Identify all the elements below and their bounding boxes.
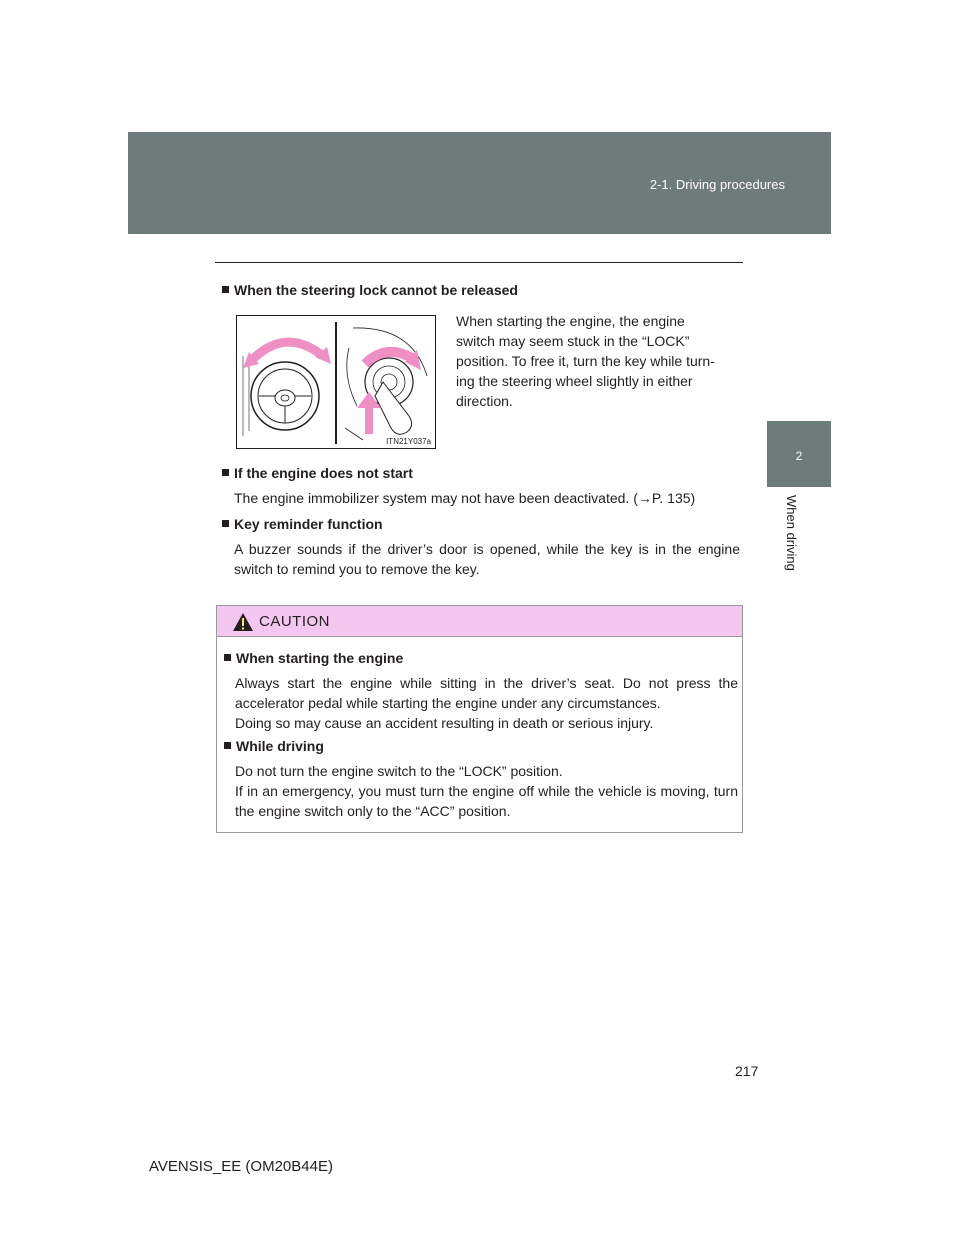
caution-header <box>217 606 742 637</box>
chapter-number: 2 <box>795 449 803 463</box>
bullet-square-icon <box>222 469 229 476</box>
figure-code: ITN21Y037a <box>386 437 431 446</box>
caution-item-text: If in an emergency, you must turn the engine off while the vehicle is moving, turn the engine switch only to the “ACC” position. <box>235 783 738 819</box>
page-number: 217 <box>735 1063 759 1079</box>
bullet-square-icon <box>222 520 229 527</box>
caution-title: CAUTION <box>259 613 330 630</box>
steering-lock-heading-text: When the steering lock cannot be released <box>234 282 518 298</box>
steering-wheel-and-key-icon <box>237 316 435 448</box>
engine-not-start-heading-text: If the engine does not start <box>234 465 413 481</box>
bullet-square-icon <box>224 742 231 749</box>
caution-item-heading <box>224 737 324 755</box>
header-band <box>128 132 831 234</box>
steering-lock-illustration <box>236 315 436 449</box>
caution-item-heading-text: When starting the engine <box>236 650 404 666</box>
steering-lock-text <box>456 311 741 411</box>
bullet-square-icon <box>222 286 229 293</box>
bullet-square-icon <box>224 654 231 661</box>
caution-item-text: Doing so may cause an accident resulting in death or serious injury. <box>235 715 654 731</box>
caution-box <box>216 605 743 833</box>
steering-lock-text-line: ing the steering wheel slightly in either <box>456 373 693 389</box>
chapter-label-text: When driving <box>784 495 799 571</box>
key-reminder-text: A buzzer sounds if the driver’s door is opened, while the key is in the engine switch to remind you to remove the key. <box>234 541 740 577</box>
steering-lock-text-line: switch may seem stuck in the “LOCK” <box>456 333 690 349</box>
key-reminder-heading <box>222 515 383 533</box>
caution-item-text: Always start the engine while sitting in the driver’s seat. Do not press the accelerator pedal while starting the engine under any circumstances. <box>235 675 738 711</box>
steering-lock-text-line: direction. <box>456 393 513 409</box>
caution-item-heading-text: While driving <box>236 738 324 754</box>
section-title: 2-1. Driving procedures <box>649 177 785 192</box>
steering-lock-heading <box>222 281 518 299</box>
caution-item-text: Do not turn the engine switch to the “LOCK” position. <box>235 763 563 779</box>
steering-lock-text-line: position. To free it, turn the key while turn- <box>456 353 715 369</box>
steering-lock-text-line: When starting the engine, the engine <box>456 313 685 329</box>
chapter-label <box>762 490 836 610</box>
caution-item-heading <box>224 649 403 667</box>
chapter-tab <box>767 421 831 487</box>
warning-triangle-icon <box>232 612 254 632</box>
model-code: AVENSIS_EE (OM20B44E) <box>149 1158 333 1175</box>
engine-not-start-heading <box>222 464 413 482</box>
top-rule <box>215 262 743 263</box>
engine-not-start-text: The engine immobilizer system may not have been deactivated. (→P. 135) <box>234 490 696 506</box>
key-reminder-heading-text: Key reminder function <box>234 516 383 532</box>
